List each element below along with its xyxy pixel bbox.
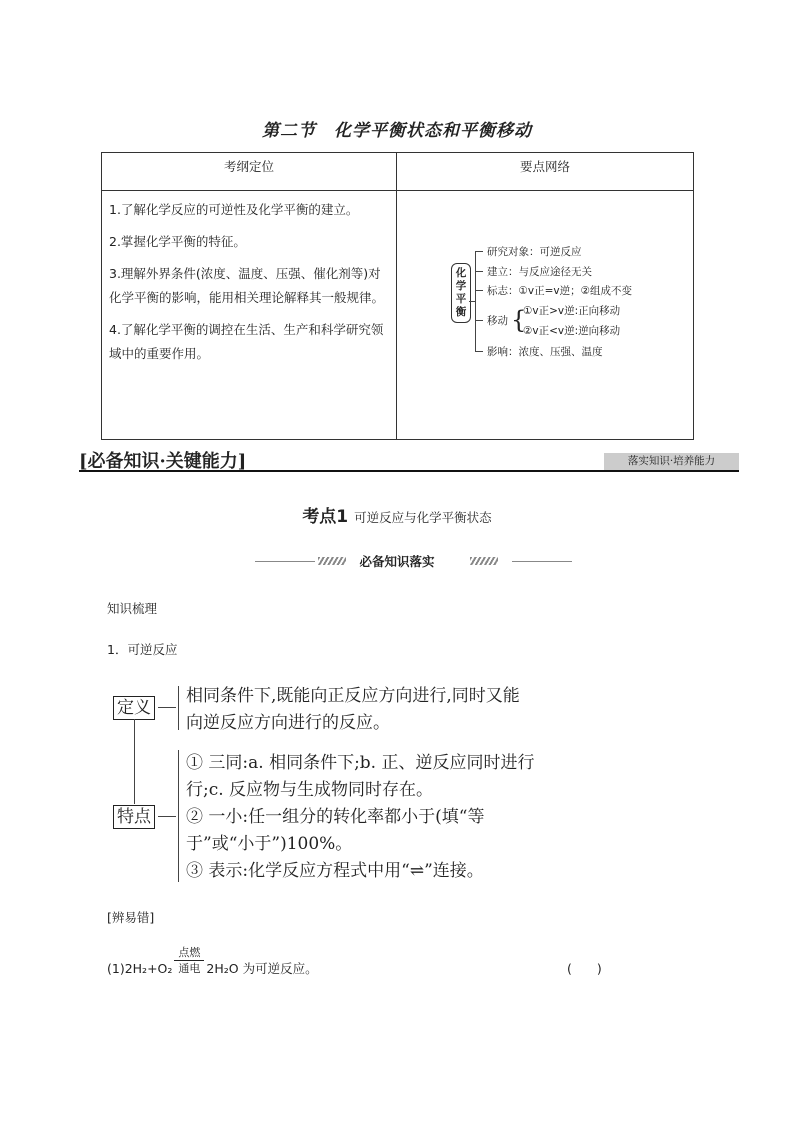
goal-1: 1.了解化学反应的可逆性及化学平衡的建立。 bbox=[109, 202, 359, 217]
goal-3: 3.理解外界条件(浓度、温度、压强、催化剂等)对化学平衡的影响，能用相关理论解释其一般规律。 bbox=[109, 266, 385, 305]
stripes-right-icon bbox=[470, 557, 498, 565]
q1-condition-top: 点燃 bbox=[178, 945, 201, 959]
mindmap-cell bbox=[397, 191, 694, 440]
outline-table bbox=[101, 152, 694, 440]
goal-4: 4.了解化学平衡的调控在生活、生产和科学研究领域中的重要作用。 bbox=[109, 322, 384, 361]
definition-line-1: 相同条件下,既能向正反应方向进行,同时又能 bbox=[186, 686, 520, 706]
section-tag: 落实知识·培养能力 bbox=[604, 453, 739, 470]
features-line-4: 于”或“小于”)100%。 bbox=[186, 834, 353, 854]
divider-right bbox=[512, 561, 572, 562]
q1-reactants: (1)2H₂+O₂ bbox=[107, 960, 173, 976]
col1-header: 考纲定位 bbox=[102, 153, 397, 191]
page-title: 第二节 化学平衡状态和平衡移动 bbox=[262, 121, 532, 141]
section-rule bbox=[79, 470, 739, 472]
features-box: 特点 bbox=[113, 805, 155, 829]
features-line-5: ③ 表示:化学反应方程式中用“⇌”连接。 bbox=[186, 861, 484, 881]
q1-products: 2H₂O 为可逆反应。 bbox=[206, 961, 318, 976]
mindmap-influence: 影响：浓度、压强、温度 bbox=[487, 346, 603, 358]
kaodian-text: 可逆反应与化学平衡状态 bbox=[354, 510, 492, 525]
kaodian-title bbox=[0, 502, 794, 527]
mindmap-mark: 标志：①v正=v逆；②组成不变 bbox=[487, 285, 633, 297]
features-line-1: ① 三同:a. 相同条件下;b. 正、逆反应同时进行 bbox=[186, 753, 535, 773]
mindmap-research: 研究对象：可逆反应 bbox=[487, 246, 582, 258]
features-line-2: 行;c. 反应物与生成物同时存在。 bbox=[186, 780, 434, 800]
arrow-line-icon bbox=[174, 960, 204, 961]
features-line-3: ② 一小:任一组分的转化率都小于(填“等 bbox=[186, 807, 485, 827]
subsection-title: 必备知识落实 bbox=[359, 554, 435, 569]
mindmap-move-label: 移动 bbox=[487, 315, 508, 327]
mindmap bbox=[397, 191, 693, 437]
col2-header: 要点网络 bbox=[397, 153, 694, 191]
knowledge-label: 知识梳理 bbox=[107, 601, 158, 616]
mindmap-move-forward: ①v正>v逆:正向移动 bbox=[523, 305, 621, 317]
question-1 bbox=[107, 945, 318, 977]
goal-2: 2.掌握化学平衡的特征。 bbox=[109, 234, 246, 249]
kaodian-number: 考点1 bbox=[302, 507, 349, 527]
reaction-arrow bbox=[174, 945, 204, 975]
q1-answer-blank[interactable]: ( ) bbox=[567, 961, 602, 976]
mindmap-root: 化学平衡 bbox=[451, 263, 471, 323]
mindmap-establish: 建立：与反应途径无关 bbox=[487, 266, 592, 278]
brace-icon: { bbox=[511, 306, 527, 334]
q1-condition-bottom: 通电 bbox=[178, 961, 201, 975]
section-heading: [必备知识·关键能力] bbox=[79, 451, 247, 472]
mindmap-move-backward: ②v正<v逆:逆向移动 bbox=[523, 325, 621, 337]
definition-box: 定义 bbox=[113, 696, 155, 720]
definition-line-2: 向逆反应方向进行的反应。 bbox=[186, 713, 390, 733]
goals-cell bbox=[102, 191, 397, 440]
bianyicuo-label: [辨易错] bbox=[107, 910, 155, 925]
item-1: 1．可逆反应 bbox=[107, 642, 178, 657]
